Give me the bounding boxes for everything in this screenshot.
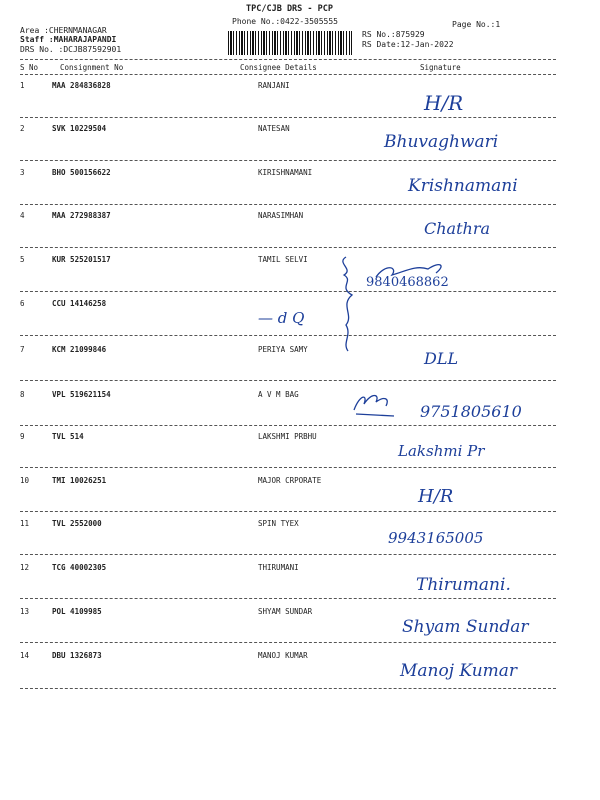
phone-number: Phone No.:0422-3505555 (232, 17, 338, 26)
row-sno: 8 (20, 390, 25, 399)
row-consignment: TVL 2552000 (52, 519, 102, 528)
row-sno: 12 (20, 563, 30, 572)
divider (20, 204, 556, 205)
row-consignee: SPIN TYEX (258, 519, 299, 528)
row-consignment: SVK 10229504 (52, 124, 107, 133)
row-consignment: TMI 10026251 (52, 476, 107, 485)
divider (20, 642, 556, 643)
row-consignee: TAMIL SELVI (258, 255, 308, 264)
row-sno: 10 (20, 476, 30, 485)
row-signature: Shyam Sundar (402, 617, 529, 637)
divider (20, 380, 556, 381)
row-signature: Thirumani. (416, 575, 511, 595)
page-number: Page No.:1 (452, 20, 501, 29)
divider (20, 117, 556, 118)
row-signature: Manoj Kumar (400, 661, 518, 681)
row-sno: 5 (20, 255, 25, 264)
divider (20, 335, 556, 336)
row-sno: 1 (20, 81, 25, 90)
row-signature: DLL (424, 349, 459, 368)
row-consignee: NARASIMHAN (258, 211, 304, 220)
signature-scribble (350, 390, 410, 420)
row-consignee: MANOJ KUMAR (258, 651, 308, 660)
table-row (0, 651, 600, 693)
divider (20, 467, 556, 468)
row-signature: Krishnamani (408, 176, 518, 196)
row-sno: 13 (20, 607, 30, 616)
row-consignee: SHYAM SUNDAR (258, 607, 313, 616)
barcode (228, 31, 352, 55)
row-consignee: PERIYA SAMY (258, 345, 308, 354)
row-consignment: CCU 14146258 (52, 299, 107, 308)
col-consignee: Consignee Details (240, 63, 317, 72)
row-signature: — d Q (258, 309, 305, 327)
row-consignee: THIRUMANI (258, 563, 299, 572)
row-sno: 6 (20, 299, 25, 308)
row-consignment: KUR 525201517 (52, 255, 111, 264)
row-consignment: KCM 21099846 (52, 345, 107, 354)
divider (20, 160, 556, 161)
row-consignee: LAKSHMI PRBHU (258, 432, 317, 441)
row-signature: H/R (424, 91, 464, 115)
row-sno: 14 (20, 651, 30, 660)
row-consignment: MAA 284836828 (52, 81, 111, 90)
divider (20, 247, 556, 248)
row-signature: Lakshmi Pr (398, 442, 485, 460)
col-consignment: Consignment No (60, 63, 124, 72)
divider (20, 291, 556, 292)
row-signature: Bhuvaghwari (384, 132, 499, 152)
col-sno: S No (20, 63, 39, 72)
divider (20, 598, 556, 599)
row-signature: 9751805610 (420, 402, 522, 421)
divider (20, 688, 556, 689)
row-signature: 9943165005 (388, 529, 484, 547)
row-consignment: DBU 1326873 (52, 651, 102, 660)
row-consignee: MAJOR CRPORATE (258, 476, 322, 485)
row-sno: 2 (20, 124, 25, 133)
row-consignee: A V M BAG (258, 390, 299, 399)
divider (20, 59, 556, 60)
divider (20, 554, 556, 555)
col-signature: Signature (420, 63, 461, 72)
rs-number: RS No.:875929 (362, 30, 425, 39)
row-consignment: MAA 272988387 (52, 211, 111, 220)
divider (20, 74, 556, 75)
drs-number: DRS No. :DCJB87592901 (20, 45, 122, 54)
row-consignment: TVL 514 (52, 432, 84, 441)
row-consignee: KIRISHNAMANI (258, 168, 313, 177)
divider (20, 511, 556, 512)
row-sno: 11 (20, 519, 30, 528)
row-sno: 4 (20, 211, 25, 220)
row-consignment: VPL 519621154 (52, 390, 111, 399)
row-consignee: RANJANI (258, 81, 290, 90)
divider (20, 425, 556, 426)
row-sno: 7 (20, 345, 25, 354)
rs-date: RS Date:12-Jan-2022 (362, 40, 454, 49)
row-sno: 9 (20, 432, 25, 441)
row-consignment: POL 4109985 (52, 607, 102, 616)
row-signature: Chathra (424, 219, 491, 238)
office-title: TPC/CJB DRS - PCP (246, 4, 333, 14)
row-consignment: TCG 40002305 (52, 563, 107, 572)
row-sno: 3 (20, 168, 25, 177)
row-signature: H/R (418, 486, 454, 507)
staff-label: Staff :MAHARAJAPANDI (20, 35, 117, 44)
row-signature: 9840468862 (366, 275, 449, 290)
row-consignee: NATESAN (258, 124, 290, 133)
row-consignment: BHO 500156622 (52, 168, 111, 177)
area-label: Area :CHERNMANAGAR (20, 26, 107, 35)
